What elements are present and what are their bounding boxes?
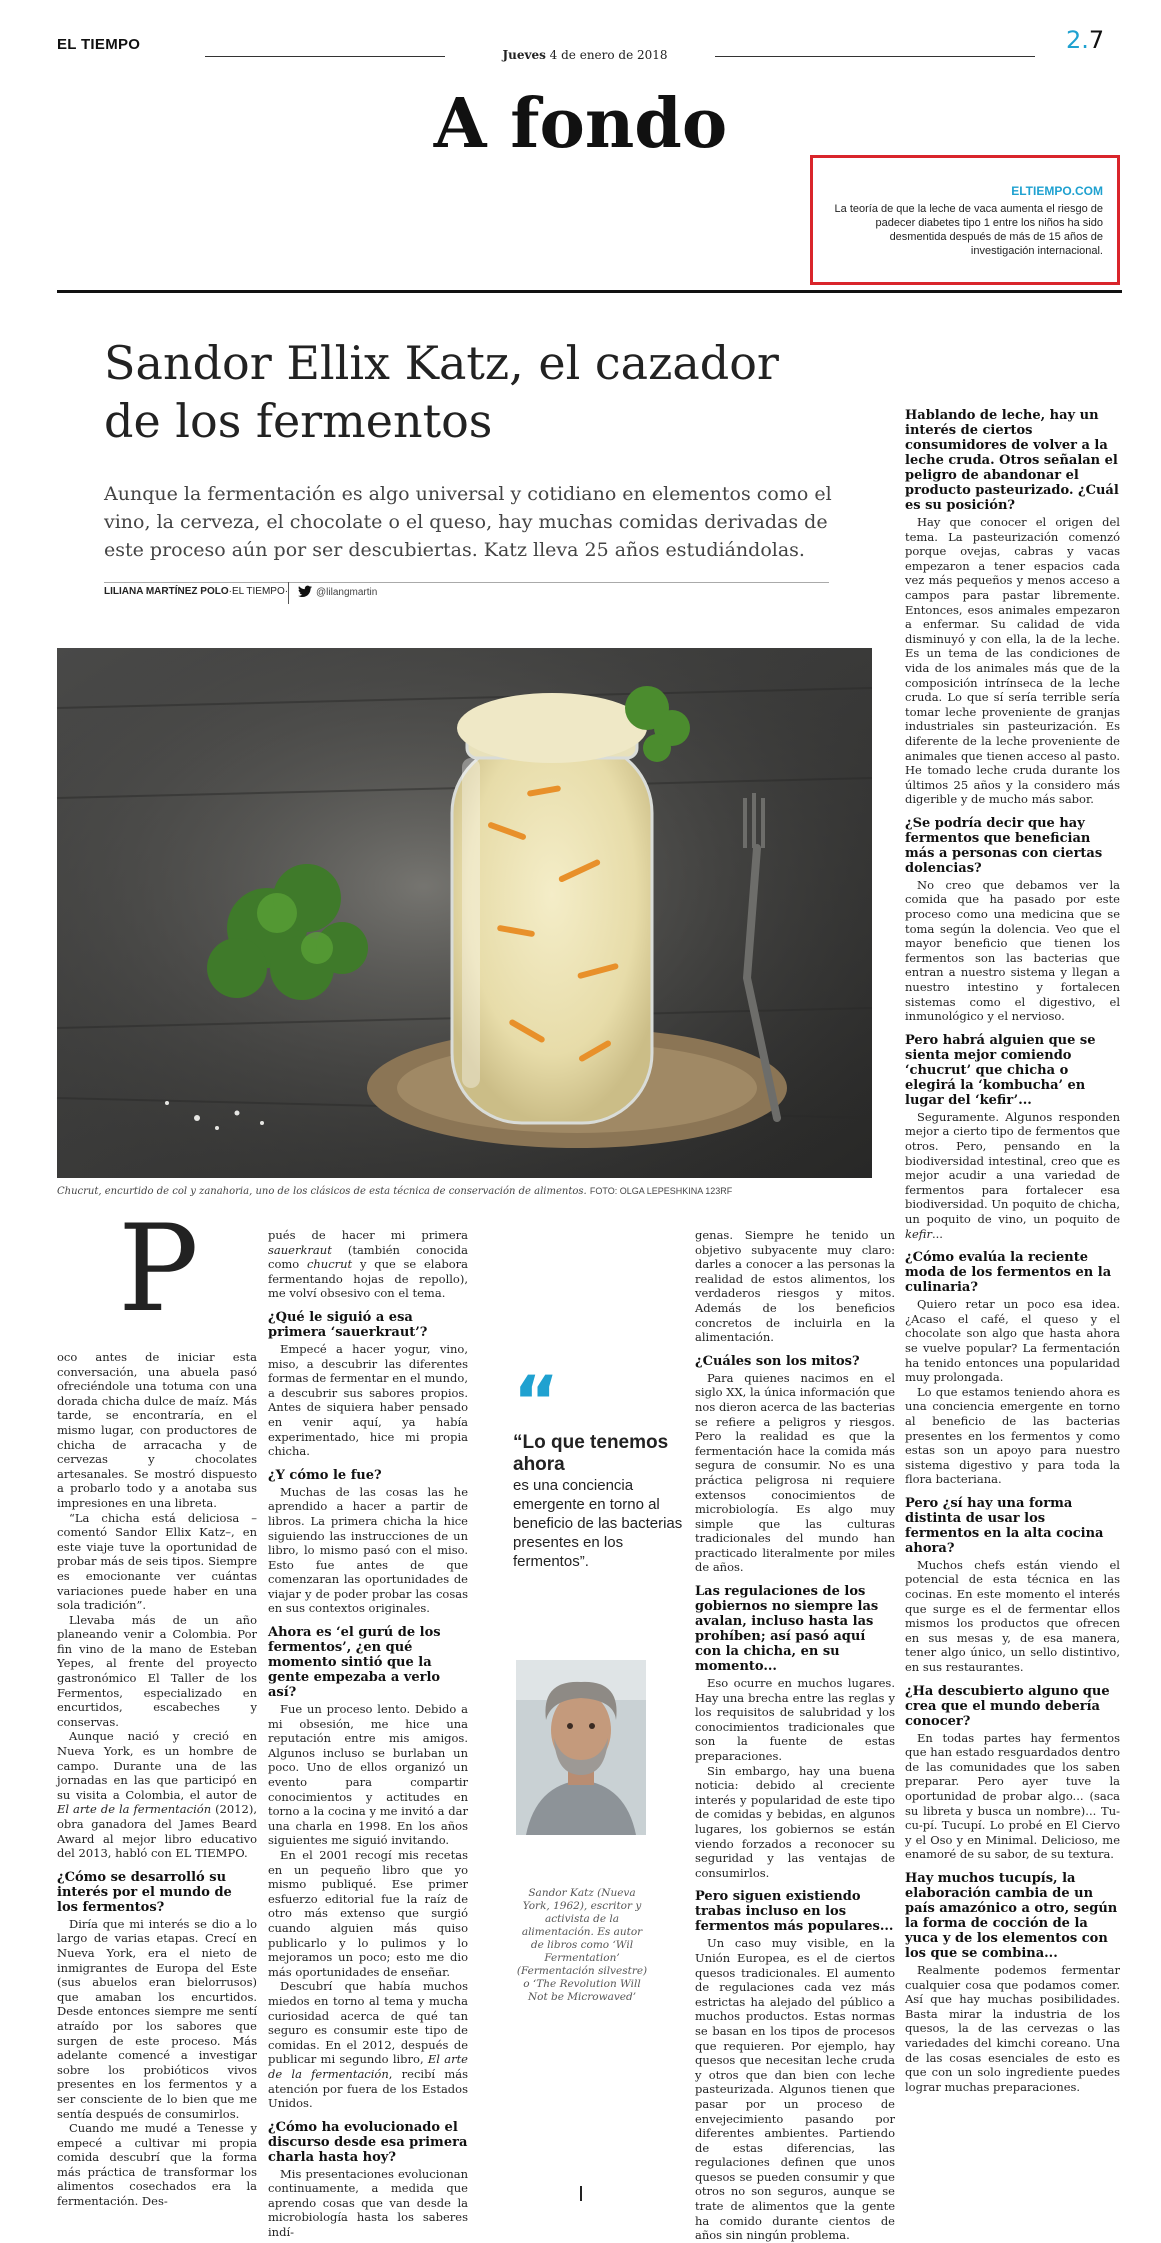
- sauerkraut-jar-photo: [57, 648, 872, 1178]
- paragraph: Sin embargo, hay una buena noticia: debido al creciente interés y popularidad de este tipo de comidas y bebidas, en algunos lugares, los gobiernos se están viendo forzados a reconocer su seguridad y las ventajas de consumirlos.: [695, 1763, 895, 1880]
- paragraph-text: ...: [931, 1226, 943, 1241]
- article-deck: Aunque la fermentación es algo universal y cotidiano en elementos como el vino, la cerveza, el chocolate o el queso, hay muchas comidas derivadas de este proceso aún por ser descubiertas. Katz lleva 25 años estudiándolas.: [104, 483, 832, 561]
- section-divider: [57, 290, 1122, 293]
- body-column-4: [695, 1228, 895, 2243]
- paragraph: genas. Siempre he tenido un objetivo subyacente muy claro: darles a conocer a las personas la realidad de estos alimentos, los verdaderos riesgos y mitos. Además de los beneficios concretos de incluirla en la alimentación.: [695, 1228, 895, 1345]
- pull-quote-lead: “Lo que tenemos ahora: [513, 1432, 669, 1475]
- paragraph: Eso ocurre en muchos lugares. Hay una brecha entre las reglas y los requisitos de salubridad y los conocimientos tradicionales que son la fuente de estas preparaciones.: [695, 1676, 895, 1764]
- paragraph: Muchos chefs están viendo el potencial de esta técnica en las cocinas. En este momento el interés que surge es el de fermentar ellos mismos los productos que ofrecen en sus mesas y, de esa manera, tener algo único, un sello distintivo, en sus restaurantes.: [905, 1557, 1120, 1675]
- interview-question: Ahora es ‘el gurú de los fermentos’, ¿en qué momento sintió que la gente empezaba a verlo así?: [268, 1625, 441, 1701]
- page-number: [1066, 26, 1104, 54]
- center-marker: [580, 2186, 582, 2201]
- paragraph-text: , recibí más atención por fuera de los Estados Unidos.: [268, 2066, 468, 2111]
- interview-question: Pero siguen existiendo trabas incluso en los fermentos más populares...: [695, 1889, 894, 1935]
- interview-question: ¿Cómo ha evolucionado el discurso desde esa primera charla hasta hoy?: [268, 2119, 468, 2165]
- masthead: EL TIEMPO: [57, 36, 141, 53]
- paragraph: En el 2001 recogí mis recetas en un pequeño libro que yo mismo publiqué. Ese primer esfuerzo editorial fue la raíz de otro más extenso que surgió cuando alguien más quiso publicarlo y lo pulimos y lo mejoramos un poco; esto me dio más oportunidades de enseñar.: [268, 1848, 468, 1979]
- promo-brand[interactable]: ELTIEMPO.COM: [1011, 184, 1103, 198]
- interview-question: ¿Cómo evalúa la reciente moda de los fermentos en la culinaria?: [905, 1250, 1112, 1296]
- paragraph: [268, 1228, 468, 1301]
- issue-day: Jueves: [502, 48, 546, 62]
- byline-separator: [288, 582, 289, 604]
- byline-author: LILIANA MARTÍNEZ POLO: [104, 586, 229, 597]
- promo-text: La teoría de que la leche de vaca aumenta el riesgo de padecer diabetes tipo 1 entre los niños ha sido desmentida después de más de 15 años de investigación internacional.: [834, 203, 1103, 257]
- byline-outlet: ·EL TIEMPO·: [228, 586, 289, 597]
- photo-credit: FOTO: OLGA LEPESHKINA 123RF: [589, 1186, 733, 1196]
- page-number-section: 2.: [1066, 26, 1089, 54]
- book-title: El arte de la fermentación: [57, 1802, 212, 1817]
- section-title: A fondo: [433, 84, 728, 164]
- term: kefir: [905, 1226, 932, 1241]
- interview-question: Las regulaciones de los gobiernos no siempre las avalan, incluso hasta las prohíben; así pasó aquí con la chicha, en su momento...: [695, 1584, 879, 1675]
- paragraph-text: y que se elabora fermentando hojas de repollo), me volví obsesivo con el tema.: [268, 1257, 468, 1301]
- photo-caption: [57, 1186, 872, 1197]
- paragraph: Lo que estamos teniendo ahora es una conciencia emergente en torno al beneficio de las bacterias presentes en los fermentos y como estas son un apoyo para nuestro sistema digestivo y para toda la flora bacteriana.: [905, 1384, 1120, 1487]
- interview-question: Pero habrá alguien que se sienta mejor comiendo ‘chucrut’ que chicha o elegirá la ‘kombucha’ en lugar del ‘kefir’...: [905, 1032, 1096, 1108]
- pull-quote-text: es una conciencia emergente en torno al beneficio de las bacterias presentes en los fermentos”.: [513, 1477, 683, 1570]
- paragraph: [268, 1979, 468, 2110]
- twitter-bird-icon: [298, 585, 312, 598]
- body-column-2: [268, 1228, 468, 2240]
- paragraph-text: Aunque nació y creció en Nueva York, es un hombre de campo. Durante una de las jornadas en las que participó en su visita a Colombia, el autor de: [57, 1729, 257, 1802]
- paragraph: [905, 1110, 1120, 1241]
- paragraph: Cuando me mudé a Tenesse y empecé a cultivar mi propia comida descubrí que la forma más práctica de transformar los alimentos cosechados era la fermentación. Des-: [57, 2121, 257, 2209]
- interview-question: ¿Y cómo le fue?: [268, 1467, 382, 1483]
- byline-rule: [104, 582, 829, 583]
- paragraph: Fue un proceso lento. Debido a mi obsesión, me hice una reputación entre mis amigos. Algunos incluso se burlaban un poco. Uno de ellos organizó un evento para compartir conocimientos y actitudes en torno a la cocina y me invitó a dar una charla en 1998. En los años siguientes me siguió invitando.: [268, 1702, 468, 1848]
- paragraph-text: Seguramente. Algunos responden mejor a cierto tipo de fermentos que otros. Pero, pensando en la biodiversidad intestinal, creo que es mejor acudir a una variedad de fermentos para fortalecer esa biodiversidad. Un poquito de chicha, un poquito de vino, un poquito de: [905, 1109, 1120, 1226]
- interview-question: ¿Cómo se desarrolló su interés por el mundo de los fermentos?: [57, 1869, 232, 1915]
- paragraph: oco antes de iniciar esta conversación, una abuela pasó ofreciéndole una totuma con una dorada chicha dulce de maíz. Más tarde, se encontraría, en el mismo lugar, con productores de chicha de arracacha y de cervezas y chocolates artesanales. Se mostró dispuesto a probarlo todo y a anotaba sus impresiones en una libreta.: [57, 1350, 257, 1510]
- interview-question: ¿Qué le siguió a esa primera ‘sauerkraut’?: [268, 1309, 428, 1340]
- article-headline: Sandor Ellix Katz, el cazador de los fermentos: [104, 336, 779, 448]
- header-rule-left: [205, 56, 445, 57]
- paragraph: En todas partes hay fermentos que han estado resguardados dentro de las comunidades que los saben preparar. Pero ayer tuve la oportunidad de probar algo... (saca su libreta y busca un nombre)... Tu-cu-pí. Tucupí. Lo probé en El Ciervo y el Oso y en Minimal. Delicioso, me enamoré de su sabor, de su textura.: [905, 1730, 1120, 1862]
- author-portrait: [516, 1660, 646, 1835]
- page-number-page: 7: [1088, 26, 1105, 54]
- body-column-1: [57, 1350, 257, 2209]
- byline: [104, 586, 288, 597]
- paragraph: Hay que conocer el origen del tema. La pasteurización comenzó porque ovejas, cabras y vacas empezaron a tener espacios cada vez más pequeños y menos acceso a campos para pastar libremente. Entonces, esos animales empezaron a enfermar. Su calidad de vida disminuyó y con ella, la de la leche. Es un tema de las condiciones de vida de los animales más que de la composición intrínseca de la leche cruda. Lo que sí sería terrible sería tomar leche proveniente de granjas industriales sin pasteurización. Es diferente de la leche proveniente de animales que tienen acceso al pasto. He tomado leche cruda durante los últimos 25 años y la considero más digerible y de mucho más sabor.: [905, 515, 1120, 807]
- header-rule-right: [715, 56, 1035, 57]
- interview-question: ¿Se podría decir que hay fermentos que benefician más a personas con ciertas dolencias?: [905, 815, 1103, 876]
- body-column-5: [905, 408, 1120, 2190]
- paragraph-text: Descubrí que había muchos miedos en torno al tema y mucha curiosidad acerca de qué tan seguro es consumir este tipo de comidas. En el 2012, después de publicar mi segundo libro,: [268, 1979, 468, 2067]
- issue-date: [460, 48, 710, 62]
- paragraph: No creo que debamos ver la comida que ha pasado por este proceso como una medicina que se toma según la dolencia. Veo que el mayor beneficio que tienen los fermentos son las bacterias que entran a nuestro sistema y llegan a nuestro intestino y fortalecen sistemas como el digestivo, el inmunológico y el nervioso.: [905, 877, 1120, 1024]
- paragraph: Mis presentaciones evolucionan continuamente, a medida que aprendo cosas que van desde la microbiología hasta los saberes indí-: [268, 2166, 468, 2240]
- paragraph: Llevaba más de un año planeando venir a Colombia. Por fin vino de la mano de Esteban Yepes, al frente del proyecto gastronómico El Taller de los Fermentos, especializado en encurtidos, escabeches y conservas.: [57, 1612, 257, 1729]
- photo-caption-text: Chucrut, encurtido de col y zanahoria, uno de los clásicos de esta técnica de conservación de alimentos.: [57, 1186, 587, 1197]
- book-title: El arte de la fermentación: [268, 2052, 468, 2081]
- paragraph: Muchas de las cosas las he aprendido a hacer a partir de libros. La primera chicha la hice siguiendo las instrucciones de un libro, lo mismo pasó con el miso. Esto fue antes de que comenzaran las oportunidades de viajar y de poder probar las cosas en sus contextos originales.: [268, 1484, 468, 1616]
- term: sauerkraut: [268, 1242, 332, 1257]
- interview-question: ¿Cuáles son los mitos?: [695, 1353, 860, 1369]
- term: chucrut: [306, 1257, 353, 1272]
- paragraph: Realmente podemos fermentar cualquier cosa que podamos comer. Así que hay muchas posibilidades. Basta mirar la industria de los quesos, la de las cervezas o las variedades del kimchi coreano. Una de las cosas esenciales de esto es que con un solo ingrediente puedes lograr muchas preparaciones.: [905, 1962, 1120, 2094]
- interview-question: Pero ¿sí hay una forma distinta de usar los fermentos en la alta cocina ahora?: [905, 1495, 1104, 1556]
- paragraph-text: pués de hacer mi primera: [268, 1228, 468, 1242]
- issue-date-text: 4 de enero de 2018: [549, 48, 668, 62]
- paragraph-text: (también conocida como: [268, 1242, 468, 1272]
- paragraph: “La chicha está deliciosa –comentó Sandor Ellix Katz–, en este viaje tuve la oportunidad de probar más de seis tipos. Siempre es emocionante ver cuántas variaciones puede haber en una sola tradición”.: [57, 1510, 257, 1613]
- paragraph: Quiero retar un poco esa idea. ¿Acaso el café, el queso y el chocolate son algo que hasta ahora se vuelve popular? La fermentación ha tenido entonces una popularidad muy prolongada.: [905, 1297, 1120, 1385]
- paragraph: Diría que mi interés se dio a lo largo de varias etapas. Crecí en Nueva York, era el nieto de inmigrantes de Europa del Este (sus abuelos eran bielorrusos) que amaban los encurtidos. Desde entonces siempre me sentí atraído por los sabores que surgen de este proceso. Más adelante comencé a investigar sobre los probióticos vivos presentes en los fermentos y a ser consciente de lo bien que me sentía después de consumirlos.: [57, 1916, 257, 2121]
- paragraph: Para quienes nacimos en el siglo XX, la única información que nos dieron acerca de las bacterias se refiere a peligros y riesgos. Pero la realidad es que la fermentación hace la comida más segura de consumir. No es una práctica peligrosa ni requiere extensos conocimientos de microbiología. Es algo muy simple que las culturas tradicionales del mundo han practicado literalmente por miles de años.: [695, 1370, 895, 1575]
- paragraph: [57, 1729, 257, 1860]
- interview-question: Hay muchos tucupís, la elaboración cambia de un país amazónico a otro, según la forma de cocción de la yuca y de los elementos con los que se combina...: [905, 1870, 1118, 1961]
- paragraph: Empecé a hacer yogur, vino, miso, a descubrir las diferentes formas de fermentar en el mundo, a descubrir sus sabores propios. Antes de siquiera haber pensado en venir aquí, ya había experimentado, hice mi propia chicha.: [268, 1341, 468, 1459]
- paragraph: Un caso muy visible, en la Unión Europea, es el de ciertos quesos tradicionales. El aumento de regulaciones cada vez más estrictas ha alejado del público a muchos productos. Estas normas se basan en los tipos de procesos que requieren. Por ejemplo, hay quesos que necesitan leche cruda y otros que dan bien con leche pasteurizada. Algunos tienen que pasar por un proceso de envejecimiento pasando por diferentes ambientes. Partiendo de estas diferencias, las regulaciones definen que unos quesos se pueden consumir y que otros no son seguros, aunque se trate de alimentos que la gente ha comido durante cientos de años sin ningún problema.: [695, 1936, 895, 2243]
- interview-question: Hablando de leche, hay un interés de ciertos consumidores de volver a la leche cruda. Otros señalan el peligro de abandonar el producto pasteurizado. ¿Cuál es su posición?: [905, 408, 1119, 513]
- paragraph-text: (2012), obra ganadora del James Beard Award al mejor libro educativo del 2013, habló con EL TIEMPO.: [57, 1802, 257, 1861]
- promo-box[interactable]: [810, 155, 1120, 285]
- quote-mark-icon: “: [513, 1361, 560, 1443]
- interview-question: ¿Ha descubierto alguno que crea que el mundo debería conocer?: [905, 1683, 1110, 1729]
- twitter-handle[interactable]: @lilangmartin: [316, 587, 378, 598]
- portrait-caption: Sandor Katz (Nueva York, 1962), escritor y activista de la alimentación. Es autor de libros como ‘Wil Fermentation’ (Fermentación silvestre) o ‘The Revolution Will Not be Microwaved’: [516, 1887, 648, 2003]
- drop-cap: P: [118, 1200, 199, 1339]
